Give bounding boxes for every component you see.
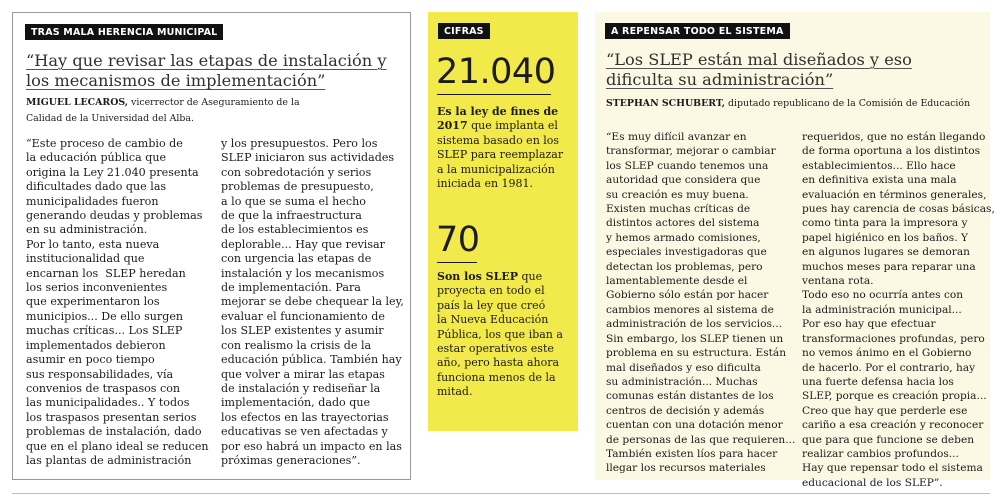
bottom-divider [12, 493, 990, 494]
right-article-box [595, 12, 995, 489]
left-article-label: TRAS MALA HERENCIA MUNICIPAL [25, 24, 223, 40]
figure-1-description [437, 105, 563, 191]
right-article-column-2: requeridos, que no están llegando de forma oportuna a los distintos establecimientos... Ello hace en definitiva exista una mala evaluación en términos generales, pues hay carencia de cosas básicas, como tinta para la impresora y papel higiénico en los baños. Y en algunos lugares se demoran muchos meses para reparar una ventana rota. Todo eso no ocurría antes con la administración municipal... Por eso hay que efectuar transformaciones profundas, pero no vemos ánimo en el Gobierno de hacerlo. Por el contrario, hay una fuerte defensa hacia los SLEP, porque es creación propia... Creo que hay que perderle ese cariño a esa creación y reconocer que para que funcione se deben realizar cambios profundos... Hay que repensar todo el sistema educacional de los SLEP”. [802, 131, 995, 489]
right-article-column-1: “Es muy difícil avanzar en transformar, mejorar o cambiar los SLEP cuando tenemos una autoridad que considera que su creación es muy buena. Existen muchas críticas de distintos actores del sistema y hemos armado comisiones, especiales investigadoras que detectan los problemas, pero lamentablemente desde el Gobierno sólo están por hacer cambios menores al sistema de administración de los servicios... Sin embargo, los SLEP tienen un problema en su estructura. Están mal diseñados y eso dificulta su administración... Muchas comunas están distantes de los centros de decisión y además cuentan con una dotación menor de personas de las que requieren... También existen líos para hacer llegar los recursos materiales [606, 131, 796, 475]
figure-2-number: 70 [436, 220, 480, 260]
figure-1-number: 21.040 [436, 52, 556, 92]
figure-1-underline [437, 94, 551, 95]
figure-2-bold: Son los SLEP [437, 270, 518, 283]
figures-label: CIFRAS [438, 23, 490, 39]
left-author-role-2: Calidad de la Universidad del Alba. [26, 113, 194, 124]
right-article-byline [606, 96, 970, 112]
left-article-column-1: “Este proceso de cambio de la educación pública que origina la Ley 21.040 presenta dificultades dado que las municipalidades fueron generando deudas y problemas en su administración. Por lo tanto, esta nueva institucionalidad que encarnan los SLEP heredan los serios inconvenientes que experimentaron los municipios... De ello surgen muchas críticas... Los SLEP implementados debieron asumir en poco tiempo sus responsabilidades, vía convenios de traspasos con las municipalidades.. Y todos los traspasos presentan serios problemas de instalación, dado que en el plano ideal se reducen las plantas de administración [26, 137, 209, 467]
left-headline-line-1: “Hay que revisar las etapas de instalación y [26, 51, 387, 70]
left-author-name: MIGUEL LECAROS, [26, 97, 129, 108]
left-author-role-1: vicerrector de Aseguramiento de la [128, 97, 300, 108]
figures-box [428, 12, 578, 431]
figure-1-bold-2: 2017 [437, 119, 468, 133]
right-headline-line-1: “Los SLEP están mal diseñados y eso [606, 50, 912, 69]
figure-2-text: proyecta en todo el país la ley que creó la Nueva Educación Pública, los que iban a estar operativos este año, pero hasta ahora funciona menos de la mitad. [437, 284, 563, 399]
left-article-box [12, 12, 411, 480]
right-headline-line-2: dificulta su administración” [606, 70, 834, 89]
figure-1-text-2: que implanta el [467, 119, 558, 133]
figure-2-underline [437, 262, 477, 263]
right-author-name: STEPHAN SCHUBERT, [606, 98, 726, 109]
figure-1-bold-1: Es la ley de fines de [437, 105, 559, 118]
right-author-role: diputado republicano de la Comisión de Educación [725, 98, 971, 109]
right-article-headline [606, 50, 912, 90]
figure-2-description [437, 270, 563, 400]
left-headline-line-2: los mecanismos de implementación” [26, 71, 326, 90]
figure-2-text-1: que [517, 270, 543, 283]
figure-1-text: sistema basado en los SLEP para reemplazar a la municipalización iniciada en 1981. [437, 133, 564, 191]
right-article-label: A REPENSAR TODO EL SISTEMA [605, 23, 790, 39]
left-article-column-2: y los presupuestos. Pero los SLEP iniciaron sus actividades con sobredotación y serios problemas de presupuesto, a lo que se suma el hecho de que la infraestructura de los establecimientos es deplorable... Hay que revisar con urgencia las etapas de instalación y los mecanismos de implementación. Para mejorar se debe chequear la ley, evaluar el funcionamiento de los SLEP existentes y asumir con realismo la crisis de la educación pública. También hay que volver a mirar las etapas de instalación y rediseñar la implementación, dado que los efectos en las trayectorias educativas se ven afectadas y por eso habrá un impacto en las próximas generaciones”. [221, 137, 404, 467]
left-article-byline [26, 95, 300, 127]
left-article-headline [26, 51, 387, 91]
